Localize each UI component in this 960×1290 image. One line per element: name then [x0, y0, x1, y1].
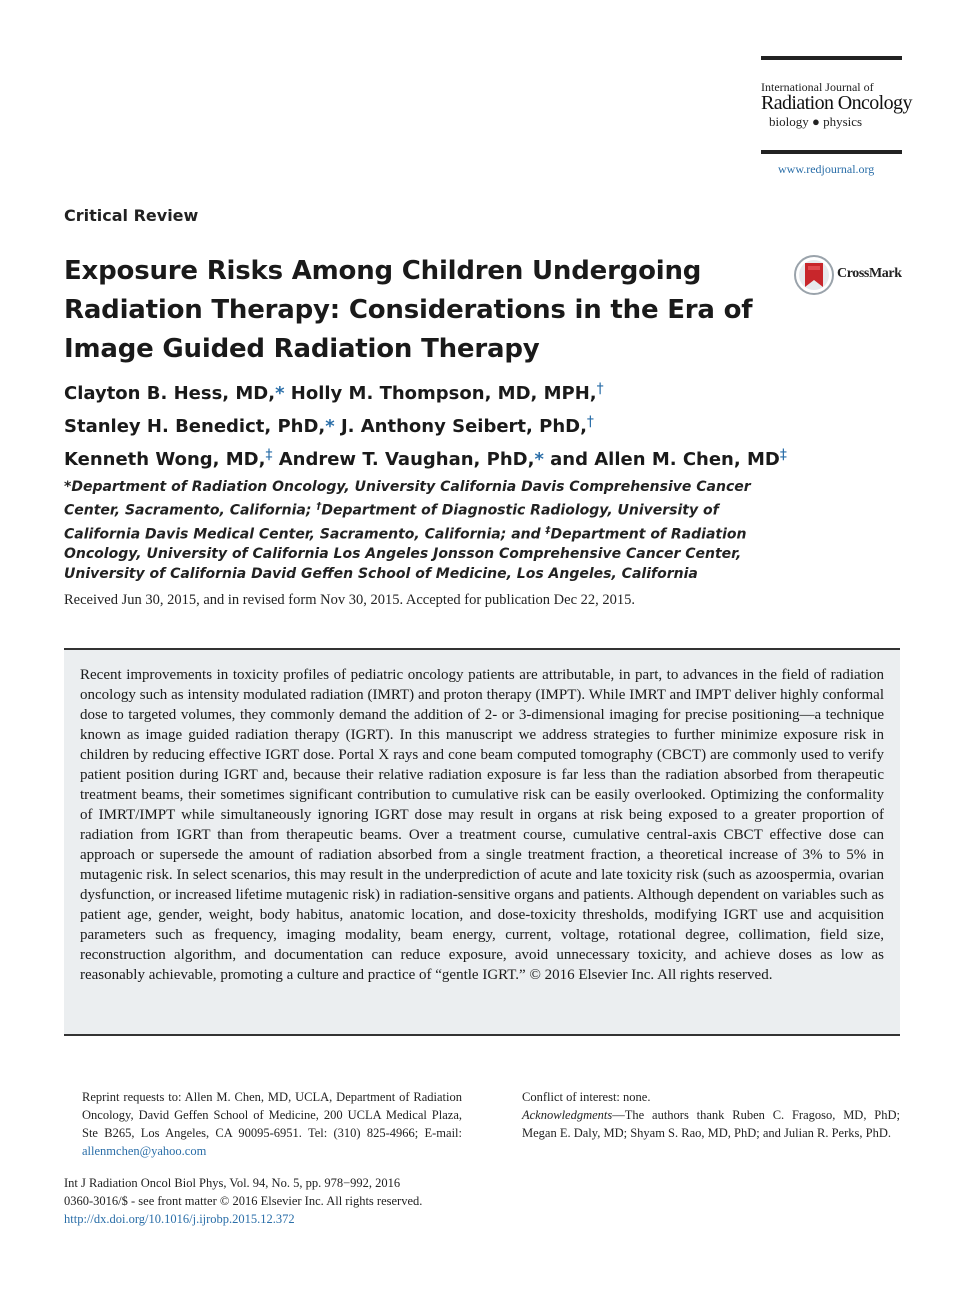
- affiliations: [64, 477, 764, 584]
- affiliation-mark: †: [316, 501, 322, 512]
- article-title: Exposure Risks Among Children Undergoing Radiation Therapy: Considerations in the Era of Image Guided Radiation Therapy: [64, 256, 753, 364]
- received-dates: Received Jun 30, 2015, and in revised form Nov 30, 2015. Accepted for publication Dec 22, 2015.: [64, 592, 636, 608]
- affiliation-mark: ‡: [545, 524, 551, 536]
- reprint-text: Reprint requests to: Allen M. Chen, MD, UCLA, Department of Radiation Oncology, David Geffen School of Medicine, 200 UCLA Medical Plaza, Ste B265, Los Angeles, CA 90095-6951. Tel: (310) 825-4966; E-mail:: [82, 1090, 462, 1140]
- affiliation-mark[interactable]: *: [325, 416, 335, 437]
- affiliation-mark[interactable]: *: [534, 449, 544, 470]
- abstract-box: [64, 648, 900, 1036]
- publication-info: [64, 1174, 484, 1228]
- affiliation-mark[interactable]: ‡: [779, 447, 787, 463]
- email-link[interactable]: allenmchen@yahoo.com: [82, 1144, 207, 1158]
- affiliation-mark[interactable]: ‡: [265, 447, 273, 463]
- conflict-of-interest: Conflict of interest: none.: [522, 1090, 651, 1104]
- affiliation-mark[interactable]: †: [596, 381, 604, 397]
- journal-rule-bottom: [761, 150, 902, 154]
- author-name: Andrew T. Vaughan, PhD,: [278, 449, 535, 470]
- journal-url-link[interactable]: www.redjournal.org: [778, 162, 875, 176]
- crossmark-label[interactable]: CrossMark: [837, 266, 902, 281]
- acknowledgments: [502, 1106, 900, 1142]
- section-label: Critical Review: [64, 206, 199, 225]
- acknowledgments-label: Acknowledgments: [522, 1108, 613, 1122]
- affiliation-mark[interactable]: †: [586, 414, 594, 430]
- affiliation-1: *Department of Radiation Oncology, University California Davis Comprehensive Cancer Center, Sacramento, California;: [64, 479, 751, 519]
- journal-name-line1: International Journal of: [761, 80, 874, 94]
- author-list: [64, 375, 804, 474]
- abstract-text: Recent improvements in toxicity profiles of pediatric oncology patients are attributable, in part, to advances in the field of radiation oncology such as intensity modulated radiation (IMRT) and proton therapy (IMPT). While IMRT and IMPT deliver highly conformal dose to targeted volumes, they commonly demand the addition of 2- or 3-dimensional imaging for precise positioning—a technique known as image guided radiation therapy (IGRT). In this manuscript we address strategies to further minimize exposure risk in children by reducing effective IGRT dose. Portal X rays and cone beam computed tomography (CBCT) are commonly used to verify patient position during IGRT and, because their relative radiation exposure is far less than the radiation absorbed from therapeutic treatment beams, their sometimes significant contribution to cumulative risk can be easily overlooked. Optimizing the conformality of IMRT/IMPT while simultaneously ignoring IGRT dose may result in organs at risk being exposed to a greater proportion of radiation from IGRT than from therapeutic beams. Over a treatment course, cumulative central-axis CBCT effective dose can approach or supersede the amount of radiation absorbed from a single treatment fraction, a theoretical increase of 3% to 5% in mutagenic risk. In select scenarios, this may result in the underprediction of acute and late toxicity risk (such as azoospermia, ovarian dysfunction, or increased lifetime mutagenic risk) in radiation-sensitive organs and patients. Although dependent on variables such as patient age, gender, weight, body habitus, anatomic location, and dose-toxicity thresholds, modifying IGRT use and acquisition parameters such as frequency, imaging modality, beam energy, current, voltage, rotational degree, collimation, field size, reconstruction algorithm, and documentation can reduce exposure, avoid unnecessary toxicity, and achieve doses as low as reasonably achievable, promoting a culture and practice of “gentle IGRT.” © 2016 Elsevier Inc. All rights reserved.: [80, 667, 884, 983]
- doi-link[interactable]: http://dx.doi.org/10.1016/j.ijrobp.2015.12.372: [64, 1212, 295, 1226]
- author-name: and Allen M. Chen, MD: [550, 449, 780, 470]
- acknowledgments-text: —The authors thank Ruben C. Fragoso, MD, PhD; Megan E. Daly, MD; Shyam S. Rao, MD, PhD; and Julian R. Perks, PhD.: [522, 1108, 900, 1140]
- journal-name-line2: Radiation Oncology: [761, 92, 912, 114]
- journal-rule-top: [761, 56, 902, 60]
- author-name: Stanley H. Benedict, PhD,: [64, 416, 326, 437]
- affiliation-3: Department of Radiation Oncology, University of California Los Angeles Jonsson Comprehensive Cancer Center, University of California David Geffen School of Medicine, Los Angeles, California: [64, 526, 747, 583]
- author-name: Kenneth Wong, MD,: [64, 449, 266, 470]
- author-name: J. Anthony Seibert, PhD,: [340, 416, 587, 437]
- conflict-acknowledgments: [502, 1088, 900, 1142]
- affiliation-mark[interactable]: *: [275, 383, 285, 404]
- citation: Int J Radiation Oncol Biol Phys, Vol. 94, No. 5, pp. 978−992, 2016: [64, 1176, 401, 1190]
- issn: 0360-3016/$ - see front matter © 2016 Elsevier Inc. All rights reserved.: [64, 1194, 423, 1208]
- journal-name-line3: biology ● physics: [769, 114, 863, 129]
- reprint-requests: [82, 1088, 462, 1160]
- author-name: Holly M. Thompson, MD, MPH,: [290, 383, 597, 404]
- author-name: Clayton B. Hess, MD,: [64, 383, 276, 404]
- affiliation-2: Department of Diagnostic Radiology, University of California Davis Medical Center, Sacramento, California; and: [64, 502, 719, 543]
